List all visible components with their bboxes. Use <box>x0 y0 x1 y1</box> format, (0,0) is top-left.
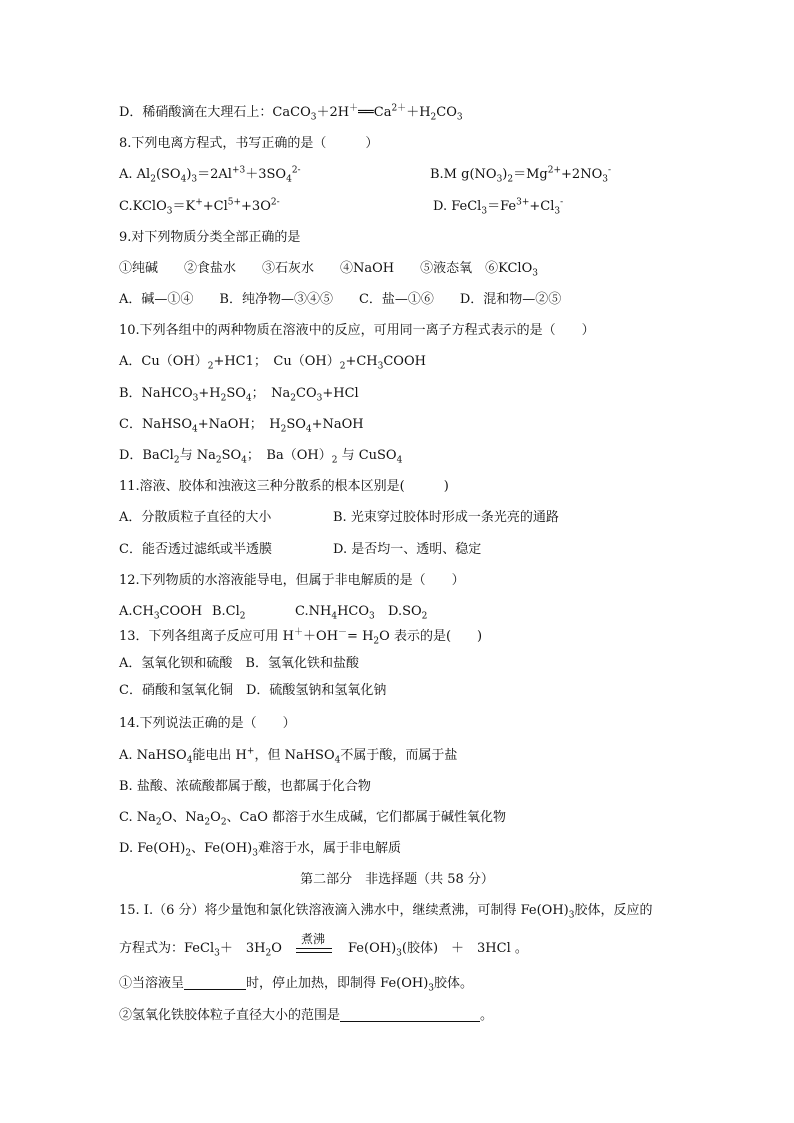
q15-line1: 15. I.（6 分）将少量饱和氯化铁溶液滴入沸水中，继续煮沸，可制得 $Fe(OH)_3$胶体，反应的 <box>119 903 653 921</box>
q10-option-c: C．NaHSO$_4$+NaOH； $H_2SO_4+NaOH$ <box>119 417 364 435</box>
q14-option-a: A. NaHSO$_4$能电出 H+，但 NaHSO$_4$不属于酸，而属于盐 <box>119 746 458 766</box>
q12-option-b: $B.Cl_2$ <box>212 604 246 622</box>
q14-stem: 14.下列说法正确的是（ ） <box>119 716 296 731</box>
q8-option-a: A. $Al_2(SO_4)_3=2Al^{+3}+3SO_4^{2-}$ <box>119 165 301 185</box>
q11-option-d: D. 是否均一、透明、稳定 <box>333 542 482 557</box>
q14-option-b: B. 盐酸、浓硫酸都属于酸，也都属于化合物 <box>119 779 371 794</box>
q8-option-c: $C.KClO_3=K^++Cl^{5+}+3O^{2-}$ <box>119 197 280 217</box>
q13-options-ab: A．氢氧化钡和硫酸 B．氢氧化铁和盐酸 <box>119 656 359 671</box>
q10-option-b: B．$NaHCO_3+H_2SO_4$； $Na_2CO_3+HCl$ <box>119 386 359 404</box>
q8-option-b: B.M $g(NO_3)_2=Mg^{2+}+2NO_3^-$ <box>430 165 612 185</box>
q7-option-d: D．稀硝酸滴在大理石上：$CaCO_3+2H^+══Ca^{2+}+H_2CO_3$ <box>119 103 463 123</box>
q15-question-2: ②氢氧化铁胶体粒子直径大小的范围是 。 <box>119 1008 494 1023</box>
q9-items: ①纯碱 ②食盐水 ③石灰水 ④NaOH ⑤液态氧 ⑥KClO$_3$ <box>119 261 538 279</box>
answer-blank-1[interactable] <box>184 975 246 990</box>
q14-option-c: C. $Na_2O$、$Na_2O_2$、CaO 都溶于水生成碱，它们都属于碱性氧化物 <box>119 810 507 828</box>
q12-option-d: $D.SO_2$ <box>388 604 428 622</box>
q12-stem: 12.下列物质的水溶液能导电，但属于非电解质的是（ ） <box>119 573 465 588</box>
q11-option-b: B. 光束穿过胶体时形成一条光亮的通路 <box>333 510 559 525</box>
q15-equation-left: 方程式为：FeCl$_3$＋ $3H_2O$ <box>119 941 282 959</box>
q15-question-1: ①当溶液呈 时，停止加热，即制得 $Fe(OH)_3$胶体。 <box>119 976 474 994</box>
q13-stem: 13．下列各组离子反应可用 $H^++OH^-= H_2O$ 表示的是( ) <box>119 627 483 647</box>
q12-option-c: $C.NH_4HCO_3$ <box>295 604 375 622</box>
q14-option-d: D. $Fe(OH)_2$、$Fe(OH)_3$难溶于水，属于非电解质 <box>119 841 402 859</box>
q8-option-d: D. $FeCl_3=Fe^{3+}+Cl_3^-$ <box>433 197 564 217</box>
q10-stem: 10.下列各组中的两种物质在溶液中的反应，可用同一离子方程式表示的是（ ） <box>119 323 595 338</box>
q13-options-cd: C．硝酸和氢氧化铜 D．硫酸氢钠和氢氧化钠 <box>119 683 387 698</box>
q15-reaction-arrow-bottom <box>296 952 332 953</box>
part2-title: 第二部分 非选择题（共 58 分） <box>300 872 494 887</box>
q11-option-a: A．分散质粒子直径的大小 <box>119 510 272 525</box>
q11-stem: 11.溶液、胶体和浊液这三种分散系的根本区别是( ) <box>119 479 449 494</box>
q15-equation-right: $Fe(OH)_3$(胶体) ＋ 3HCl 。 <box>348 941 528 959</box>
q12-option-a: $A.CH_3COOH$ <box>119 604 203 622</box>
q8-stem: 8.下列电离方程式，书写正确的是（ ） <box>119 136 379 151</box>
q11-option-c: C．能否透过滤纸或半透膜 <box>119 542 272 557</box>
answer-blank-2[interactable] <box>340 1007 480 1022</box>
q9-options: A．碱—①④ B．纯净物—③④⑤ C．盐—①⑥ D．混和物—②⑤ <box>119 292 562 307</box>
q10-option-d: D．BaCl$_2$与 $Na_2SO_4$； $Ba(OH)_2$ 与 CuSO$_4$ <box>119 448 403 466</box>
q15-arrow-label: 煮沸 <box>301 932 326 946</box>
q10-option-a: A．$Cu(OH)_2+HC1$； $Cu(OH)_2+CH_3COOH$ <box>119 354 426 372</box>
q15-reaction-arrow-top <box>296 948 332 949</box>
q9-stem: 9.对下列物质分类全部正确的是 <box>119 230 301 245</box>
